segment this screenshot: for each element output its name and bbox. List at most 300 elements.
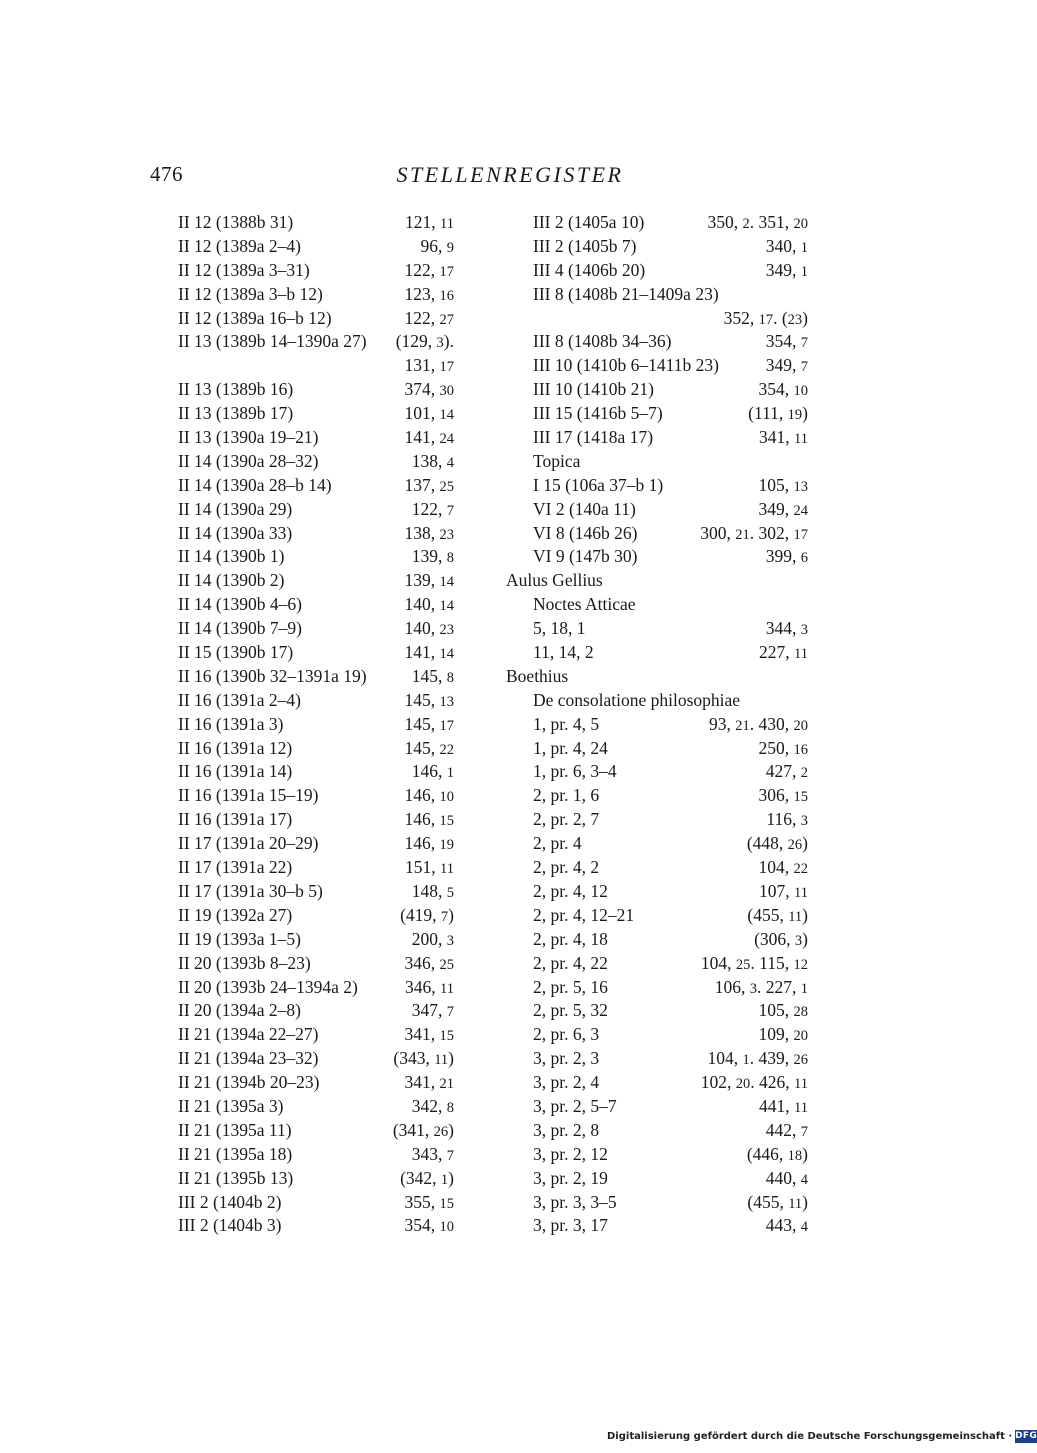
entry-location — [759, 784, 809, 810]
page-ref: 443, — [765, 1215, 797, 1236]
index-entry — [178, 307, 454, 331]
entry-reference: 5, 18, 1 — [533, 618, 586, 639]
line-ref: 7 — [446, 502, 454, 519]
index-entry — [178, 760, 454, 784]
line-ref: 11 — [440, 216, 454, 232]
entry-reference: II 15 (1390b 17) — [178, 642, 294, 663]
page-ref: 250, — [758, 737, 790, 758]
entry-location — [405, 426, 455, 452]
line-ref: 25 — [439, 956, 454, 973]
entry-reference: Noctes Atticae — [533, 594, 636, 615]
line-ref: 7 — [440, 908, 449, 925]
entry-location — [405, 259, 455, 285]
page-header — [150, 162, 810, 192]
page-ref: 122, — [411, 498, 443, 519]
index-entry — [178, 1167, 454, 1191]
line-ref: 9 — [446, 239, 454, 256]
entry-location — [708, 211, 809, 237]
line-ref: 5 — [446, 884, 454, 901]
index-entry — [178, 235, 454, 259]
page-ref: 342, — [411, 1095, 443, 1116]
page-ref: 138, — [411, 450, 443, 471]
closing-punct: ) — [448, 1119, 454, 1140]
entry-reference: II 14 (1390a 28–32) — [178, 450, 319, 471]
index-entry — [506, 593, 808, 617]
entry-reference: 3, pr. 2, 3 — [533, 1048, 600, 1069]
index-entry — [178, 1143, 454, 1167]
entry-reference: II 21 (1395a 11) — [178, 1119, 292, 1140]
entry-reference: 2, pr. 1, 6 — [533, 785, 600, 806]
entry-location — [405, 784, 455, 810]
index-entry — [178, 617, 454, 641]
entry-location — [412, 880, 454, 906]
entry-reference: III 2 (1405a 10) — [533, 212, 645, 232]
index-entry — [178, 402, 454, 426]
entry-reference: II 17 (1391a 30–b 5) — [178, 880, 323, 901]
page-ref: 343, — [411, 1143, 443, 1164]
page-ref: 349, — [765, 259, 797, 280]
entry-location — [405, 307, 455, 333]
index-entry — [178, 808, 454, 832]
entry-location — [396, 330, 454, 356]
page-ref: 146, — [404, 809, 436, 830]
entry-location — [393, 1047, 454, 1073]
index-entry — [506, 1143, 808, 1167]
entry-reference: 2, pr. 5, 16 — [533, 976, 608, 997]
entry-reference: III 17 (1418a 17) — [533, 427, 654, 448]
entry-location — [759, 474, 809, 500]
page-ref: 122, — [404, 259, 436, 280]
entry-reference: III 10 (1410b 21) — [533, 379, 655, 400]
line-ref: 1 — [800, 239, 808, 256]
entry-reference: II 12 (1389a 3–31) — [178, 259, 310, 280]
index-entry — [506, 426, 808, 450]
page-ref: 354, — [404, 1215, 436, 1236]
index-entry — [178, 1071, 454, 1095]
entry-location — [421, 235, 455, 261]
page-ref: 341, — [404, 1024, 436, 1045]
index-entry — [506, 641, 808, 665]
line-ref: 17 — [439, 359, 454, 376]
page-ref: (419, — [400, 904, 437, 925]
entry-location — [700, 522, 808, 548]
page-ref: 148, — [411, 880, 443, 901]
entry-reference: De consolatione philosophiae — [533, 689, 741, 710]
entry-reference: II 16 (1391a 2–4) — [178, 689, 301, 710]
entry-reference: VI 9 (147b 30) — [533, 546, 638, 567]
entry-location — [724, 307, 808, 333]
page-ref: 346, — [405, 976, 436, 997]
entry-location — [759, 856, 809, 882]
closing-punct: ) — [802, 928, 808, 949]
entry-reference: Topica — [533, 450, 581, 471]
entry-location — [759, 426, 808, 452]
entry-location — [759, 1023, 809, 1049]
page-ref: (306, — [754, 928, 791, 949]
line-ref: 10 — [439, 1219, 454, 1236]
line-ref: 22 — [793, 861, 808, 878]
entry-location — [405, 378, 455, 404]
entry-reference: III 15 (1416b 5–7) — [533, 403, 663, 424]
page-ref: 355, — [404, 1191, 436, 1212]
index-entry — [506, 856, 808, 880]
page-ref: 106, — [714, 976, 746, 997]
entry-reference: I 15 (106a 37–b 1) — [533, 474, 664, 495]
line-ref: 10 — [439, 789, 454, 806]
page-ref: 141, — [404, 642, 436, 663]
line-ref: 4 — [800, 1171, 808, 1188]
entry-reference: 2, pr. 2, 7 — [533, 809, 600, 830]
entry-location — [759, 999, 809, 1025]
entry-location — [412, 665, 454, 691]
entry-reference: II 13 (1389b 14–1390a 27) — [178, 331, 367, 352]
index-entry — [178, 880, 454, 904]
footer-text: Digitalisierung gefördert durch die Deutsche Forschungsgemeinschaft · — [607, 1430, 1013, 1442]
line-ref: 1 — [800, 980, 808, 997]
entry-location — [759, 737, 809, 763]
index-entry — [506, 1071, 808, 1095]
entry-reference: II 13 (1389b 17) — [178, 403, 294, 424]
line-ref: 20 — [793, 717, 808, 734]
line-ref: 16 — [793, 741, 808, 758]
page-ref: 440, — [765, 1167, 797, 1188]
entry-location — [405, 1023, 455, 1049]
line-ref: 14 — [439, 574, 454, 591]
line-ref: 11 — [788, 908, 803, 925]
line-ref: 6 — [800, 550, 808, 567]
page-ref: 101, — [404, 403, 436, 424]
entry-reference: III 4 (1406b 20) — [533, 259, 646, 280]
index-entry — [178, 450, 454, 474]
line-ref: 26 — [433, 1123, 449, 1140]
index-entry — [178, 952, 454, 976]
index-entry — [506, 928, 808, 952]
entry-location — [412, 760, 454, 786]
page-ref: 102, — [700, 1072, 732, 1093]
entry-location — [747, 904, 808, 930]
entry-location — [747, 832, 808, 858]
line-ref: 24 — [439, 431, 454, 448]
page-ref: 122, — [404, 307, 436, 328]
entry-location — [709, 713, 808, 739]
page-ref: 399, — [765, 546, 797, 567]
page-ref: 347, — [411, 1000, 443, 1021]
page-ref: 145, — [404, 737, 436, 758]
line-ref: 18 — [787, 1147, 803, 1164]
entry-reference: II 12 (1389a 3–b 12) — [178, 283, 323, 304]
line-ref: 11 — [794, 1099, 808, 1116]
index-entry — [506, 474, 808, 498]
line-ref: 11 — [794, 884, 808, 901]
line-ref: 15 — [439, 813, 454, 830]
line-ref: 23 — [439, 526, 454, 543]
entry-location — [405, 856, 454, 882]
entry-location — [766, 760, 808, 786]
index-entry — [178, 928, 454, 952]
index-entry — [506, 450, 808, 474]
page-ref: 349, — [765, 355, 797, 376]
line-ref: 3 — [794, 932, 803, 949]
page-ref: 442, — [765, 1119, 797, 1140]
line-ref: 8 — [446, 669, 454, 686]
entry-reference: II 12 (1388b 31) — [178, 212, 294, 232]
entry-location — [405, 593, 455, 619]
closing-punct: ) — [802, 904, 808, 925]
line-ref: 4 — [446, 454, 454, 471]
page-ref: 146, — [404, 833, 436, 854]
entry-location — [412, 999, 454, 1025]
entry-location — [412, 545, 454, 571]
entry-reference: II 14 (1390b 7–9) — [178, 618, 302, 639]
line-ref: 20 — [793, 1028, 808, 1045]
entry-reference: II 16 (1391a 17) — [178, 809, 293, 830]
page-ref: 96, — [420, 235, 443, 256]
page-ref: 354, — [758, 379, 790, 400]
page-ref: 354, — [765, 331, 797, 352]
entry-location — [405, 737, 455, 763]
line-ref: 1 — [440, 1171, 449, 1188]
entry-reference: II 16 (1391a 14) — [178, 761, 293, 782]
line-ref: 11 — [440, 980, 454, 997]
page-ref: 350, — [707, 212, 739, 232]
entry-location — [400, 1167, 454, 1193]
entry-reference: II 12 (1389a 2–4) — [178, 235, 301, 256]
index-entry — [506, 832, 808, 856]
page-ref: 123, — [404, 283, 436, 304]
page-ref: 146, — [404, 785, 436, 806]
index-entry — [178, 330, 454, 354]
entry-reference: 2, pr. 4, 2 — [533, 857, 600, 878]
index-entry — [506, 976, 808, 1000]
line-ref: 16 — [439, 287, 454, 304]
entry-location — [759, 378, 809, 404]
entry-location — [715, 976, 808, 1002]
entry-reference: II 16 (1391a 3) — [178, 713, 284, 734]
entry-location — [405, 474, 455, 500]
entry-location — [766, 1167, 808, 1193]
line-ref: 23 — [439, 622, 454, 639]
entry-reference: 3, pr. 2, 19 — [533, 1167, 608, 1188]
line-ref: 13 — [439, 693, 454, 710]
entry-reference: II 16 (1390b 32–1391a 19) — [178, 665, 367, 686]
line-ref: 17 — [758, 311, 774, 328]
digitization-footer — [607, 1428, 1037, 1444]
page-ref: . ( — [773, 307, 788, 328]
index-entry — [506, 713, 808, 737]
index-entry — [506, 259, 808, 283]
page-ref: . 426, — [750, 1072, 790, 1093]
entry-reference: 3, pr. 2, 8 — [533, 1119, 600, 1140]
entry-location — [400, 904, 454, 930]
entry-reference: 3, pr. 2, 4 — [533, 1072, 600, 1093]
index-entry — [178, 522, 454, 546]
index-entry — [506, 354, 808, 378]
line-ref: 12 — [793, 956, 808, 973]
line-ref: 26 — [787, 837, 803, 854]
closing-punct: ) — [802, 307, 808, 328]
entry-reference: II 21 (1394b 20–23) — [178, 1072, 320, 1093]
index-entry — [506, 211, 808, 235]
index-column-left — [178, 211, 454, 1238]
page-ref: 140, — [404, 618, 436, 639]
entry-location — [393, 1119, 454, 1145]
line-ref: 21 — [735, 526, 750, 543]
page-ref: . 302, — [749, 522, 790, 543]
line-ref: 13 — [793, 478, 808, 495]
entry-location — [412, 928, 454, 954]
entry-reference: II 17 (1391a 22) — [178, 857, 293, 878]
entry-location — [405, 617, 455, 643]
page-ref: . 227, — [757, 976, 797, 997]
page-ref: 104, — [758, 857, 790, 878]
line-ref: 11 — [794, 1076, 808, 1093]
page-ref: 441, — [759, 1095, 790, 1116]
line-ref: 22 — [439, 741, 454, 758]
page-ref: 104, — [700, 952, 732, 973]
entry-location — [701, 952, 808, 978]
entry-location — [759, 641, 808, 667]
entry-location — [708, 1047, 809, 1073]
entry-location — [405, 1214, 455, 1240]
entry-reference: 2, pr. 4 — [533, 833, 582, 854]
closing-punct: ) — [448, 1167, 454, 1188]
index-entry — [178, 832, 454, 856]
entry-reference: 1, pr. 6, 3–4 — [533, 761, 617, 782]
entry-reference: 11, 14, 2 — [533, 642, 594, 663]
index-entry — [178, 976, 454, 1000]
entry-location — [405, 283, 455, 309]
line-ref: 7 — [800, 359, 808, 376]
entry-location — [766, 545, 808, 571]
page-ref: (129, — [395, 331, 433, 352]
entry-reference: 2, pr. 6, 3 — [533, 1024, 600, 1045]
entry-reference: 3, pr. 2, 12 — [533, 1143, 608, 1164]
line-ref: 21 — [439, 1076, 454, 1093]
page-ref: 346, — [404, 952, 436, 973]
index-entry — [506, 402, 808, 426]
page-ref: . 351, — [749, 212, 790, 232]
closing-punct: ) — [802, 1191, 808, 1212]
closing-punct: ) — [448, 904, 454, 925]
index-entry — [178, 211, 454, 235]
entry-location — [766, 235, 808, 261]
index-entry — [506, 880, 808, 904]
page-ref: 145, — [411, 665, 443, 686]
page-ref: (341, — [392, 1119, 430, 1140]
entry-reference: II 21 (1394a 23–32) — [178, 1048, 319, 1069]
index-entry — [178, 1214, 454, 1238]
entry-location — [405, 569, 455, 595]
page-ref: 137, — [404, 474, 436, 495]
entry-location — [754, 928, 808, 954]
entry-location — [405, 1071, 455, 1097]
entry-reference: III 10 (1410b 6–1411b 23) — [533, 355, 719, 376]
entry-location — [759, 880, 808, 906]
line-ref: 20 — [735, 1076, 751, 1093]
index-entry — [178, 283, 454, 307]
page-ref: 344, — [765, 618, 797, 639]
page-ref: 105, — [758, 1000, 790, 1021]
index-entry — [178, 1047, 454, 1071]
entry-reference: II 17 (1391a 20–29) — [178, 833, 319, 854]
line-ref: 27 — [439, 311, 454, 328]
entry-location — [405, 522, 455, 548]
line-ref: 15 — [439, 1028, 454, 1045]
page-ref: 131, — [404, 355, 436, 376]
entry-reference: II 21 (1394a 22–27) — [178, 1024, 319, 1045]
index-entry — [506, 689, 808, 713]
entry-reference: III 2 (1404b 3) — [178, 1215, 282, 1236]
entry-reference: II 13 (1390a 19–21) — [178, 427, 319, 448]
line-ref: 20 — [793, 216, 808, 232]
index-entry — [506, 665, 808, 689]
entry-location — [412, 450, 454, 476]
line-ref: 7 — [800, 1123, 808, 1140]
index-entry — [506, 1119, 808, 1143]
entry-location — [701, 1071, 808, 1097]
entry-location — [405, 354, 455, 380]
entry-reference: II 14 (1390b 2) — [178, 570, 285, 591]
page-ref: 121, — [405, 212, 436, 232]
index-entry — [506, 1023, 808, 1047]
entry-location — [405, 713, 455, 739]
entry-location — [405, 211, 454, 237]
entry-location — [405, 641, 455, 667]
entry-location — [747, 1143, 808, 1169]
page-ref: 341, — [759, 427, 790, 448]
page-ref: 146, — [411, 761, 443, 782]
page-ref: (448, — [746, 833, 784, 854]
index-entry — [178, 498, 454, 522]
index-entry — [506, 1047, 808, 1071]
entry-reference: 3, pr. 3, 17 — [533, 1215, 608, 1236]
page-ref: 145, — [404, 689, 436, 710]
entry-location — [747, 1191, 808, 1217]
line-ref: 10 — [793, 383, 808, 400]
entry-location — [412, 1143, 454, 1169]
entry-reference: III 8 (1408b 21–1409a 23) — [533, 283, 719, 304]
page-ref: . 115, — [750, 952, 790, 973]
line-ref: 3 — [800, 813, 808, 830]
entry-reference: 1, pr. 4, 5 — [533, 713, 600, 734]
index-entry — [178, 689, 454, 713]
entry-location — [412, 1095, 454, 1121]
index-entry — [178, 856, 454, 880]
index-entry — [178, 665, 454, 689]
entry-reference: III 2 (1405b 7) — [533, 235, 637, 256]
index-entry — [178, 378, 454, 402]
index-entry — [506, 1095, 808, 1119]
page-ref: 306, — [758, 785, 790, 806]
page-ref: 140, — [404, 594, 436, 615]
line-ref: 19 — [439, 837, 454, 854]
entry-location — [766, 617, 808, 643]
index-entry — [178, 426, 454, 450]
index-column-right — [506, 211, 808, 1238]
entry-location — [766, 1214, 808, 1240]
entry-reference: II 13 (1389b 16) — [178, 379, 294, 400]
entry-reference: III 2 (1404b 2) — [178, 1191, 282, 1212]
line-ref: 14 — [439, 598, 454, 615]
entry-reference: II 21 (1395a 18) — [178, 1143, 293, 1164]
entry-location — [405, 1191, 455, 1217]
line-ref: 3 — [749, 980, 757, 997]
entry-reference: 3, pr. 3, 3–5 — [533, 1191, 617, 1212]
index-entry — [506, 522, 808, 546]
index-entry — [178, 474, 454, 498]
line-ref: 8 — [446, 550, 454, 567]
line-ref: 25 — [439, 478, 454, 495]
